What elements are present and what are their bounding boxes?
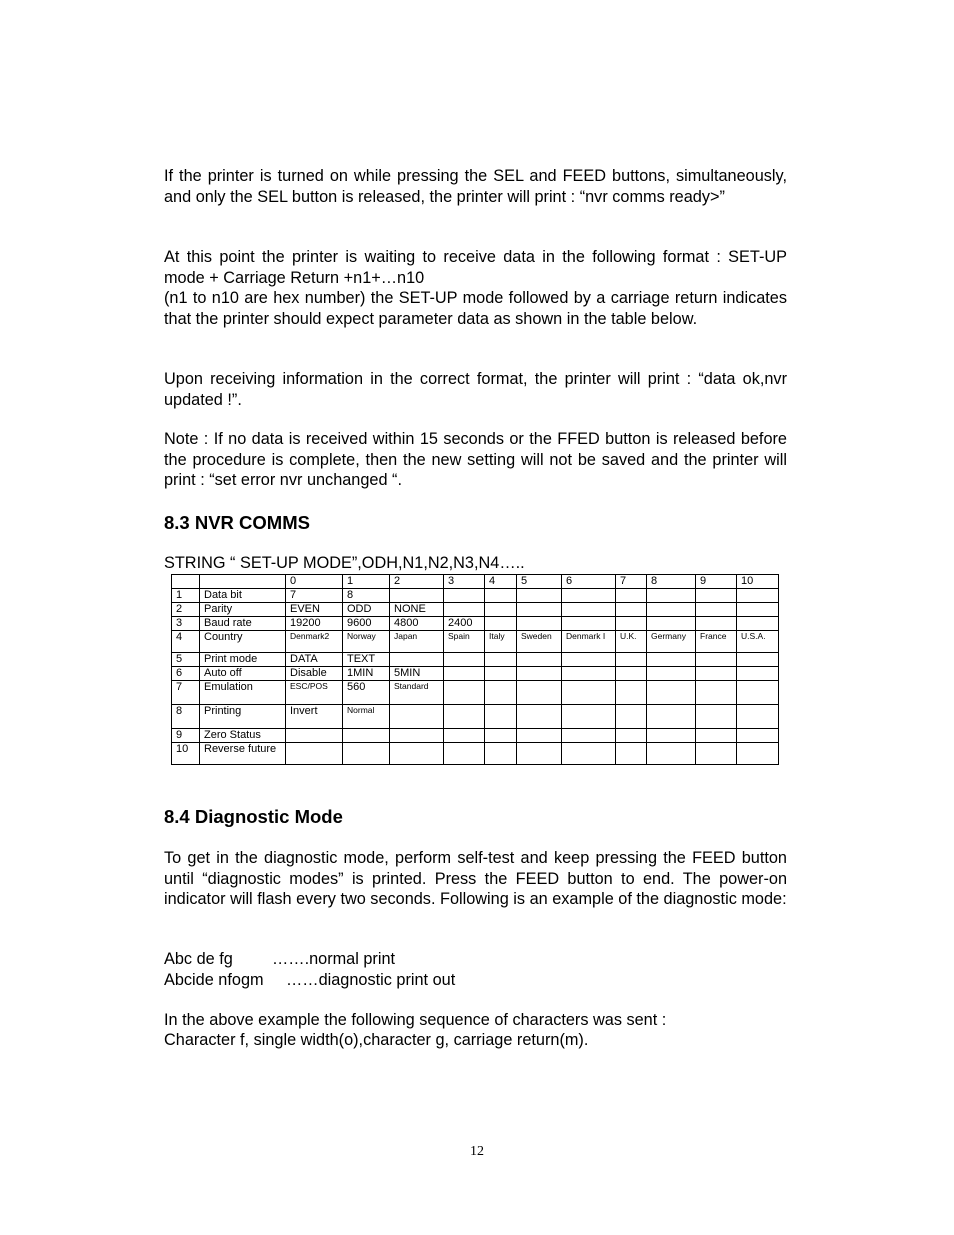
table-row xyxy=(172,667,779,681)
table-cell xyxy=(444,667,485,681)
table-cell: 5 xyxy=(172,653,200,667)
table-cell: Sweden xyxy=(517,631,562,653)
table-cell: France xyxy=(696,631,737,653)
table-cell xyxy=(616,729,647,743)
diagnostic-examples xyxy=(164,949,455,990)
table-cell xyxy=(696,729,737,743)
table-header-cell: 1 xyxy=(343,575,390,589)
table-row xyxy=(172,653,779,667)
table-cell: Baud rate xyxy=(200,617,286,631)
table-cell xyxy=(737,743,779,765)
table-cell: 560 xyxy=(343,681,390,705)
example-diagnostic-print xyxy=(164,970,455,991)
table-row xyxy=(172,589,779,603)
table-cell xyxy=(616,743,647,765)
table-cell xyxy=(616,589,647,603)
example-normal-print xyxy=(164,949,455,970)
table-cell: 7 xyxy=(286,589,343,603)
table-cell xyxy=(444,743,485,765)
table-cell xyxy=(517,617,562,631)
table-cell xyxy=(737,705,779,729)
table-cell: 1 xyxy=(172,589,200,603)
table-cell xyxy=(562,617,616,631)
table-cell: NONE xyxy=(390,603,444,617)
table-row xyxy=(172,617,779,631)
table-cell xyxy=(737,589,779,603)
table-row xyxy=(172,631,779,653)
table-cell xyxy=(343,729,390,743)
example-normal-label: …….normal print xyxy=(272,950,396,968)
table-cell xyxy=(647,729,696,743)
table-cell xyxy=(343,743,390,765)
table-cell xyxy=(562,667,616,681)
table-cell xyxy=(390,653,444,667)
table-cell: 2 xyxy=(172,603,200,617)
table-cell: Emulation xyxy=(200,681,286,705)
table-cell xyxy=(616,705,647,729)
table-cell xyxy=(444,653,485,667)
table-cell xyxy=(485,603,517,617)
table-cell: Denmark I xyxy=(562,631,616,653)
table-cell xyxy=(485,617,517,631)
table-cell xyxy=(616,653,647,667)
table-cell: Denmark2 xyxy=(286,631,343,653)
table-cell: 5MIN xyxy=(390,667,444,681)
table-cell: 3 xyxy=(172,617,200,631)
table-cell xyxy=(517,653,562,667)
table-header-cell: 4 xyxy=(485,575,517,589)
table-cell xyxy=(737,653,779,667)
table-cell: 2400 xyxy=(444,617,485,631)
table-cell xyxy=(444,705,485,729)
table-cell: DATA xyxy=(286,653,343,667)
example-diagnostic-text: Abcide nfogm xyxy=(164,970,264,989)
table-row xyxy=(172,705,779,729)
table-cell xyxy=(737,617,779,631)
table-cell: 8 xyxy=(172,705,200,729)
table-cell xyxy=(286,729,343,743)
table-header-cell xyxy=(172,575,200,589)
nvr-parameter-table xyxy=(171,574,779,765)
table-cell: Parity xyxy=(200,603,286,617)
note-paragraph: Note : If no data is received within 15 seconds or the FFED button is released before the procedure is complete, then the new setting will not be saved and the printer will print : “set error nvr unchanged “. xyxy=(164,430,787,489)
table-header-cell: 10 xyxy=(737,575,779,589)
table-cell xyxy=(737,681,779,705)
table-cell: Print mode xyxy=(200,653,286,667)
table-cell xyxy=(696,743,737,765)
table-cell: 4 xyxy=(172,631,200,653)
table-cell: TEXT xyxy=(343,653,390,667)
table-cell xyxy=(562,681,616,705)
table-cell: Data bit xyxy=(200,589,286,603)
intro-paragraph: If the printer is turned on while pressing the SEL and FEED buttons, simultaneously, and only the SEL button is released, the printer will print : “nvr comms ready>” xyxy=(164,167,787,206)
table-cell: Normal xyxy=(343,705,390,729)
example-diagnostic-label: ……diagnostic print out xyxy=(286,970,456,989)
sequence-line-1: In the above example the following sequence of characters was sent : xyxy=(164,1011,667,1029)
table-header-cell: 8 xyxy=(647,575,696,589)
table-cell xyxy=(737,729,779,743)
table-cell xyxy=(444,589,485,603)
table-cell: Disable xyxy=(286,667,343,681)
table-cell xyxy=(562,603,616,617)
table-cell: EVEN xyxy=(286,603,343,617)
table-cell xyxy=(696,653,737,667)
table-cell xyxy=(616,603,647,617)
table-cell xyxy=(696,589,737,603)
setup-string-line: STRING “ SET-UP MODE”,ODH,N1,N2,N3,N4….. xyxy=(164,554,525,572)
table-cell xyxy=(485,667,517,681)
table-cell xyxy=(647,681,696,705)
table-header-cell: 9 xyxy=(696,575,737,589)
table-header-cell: 7 xyxy=(616,575,647,589)
table-cell xyxy=(696,667,737,681)
hex-paragraph: (n1 to n10 are hex number) the SET-UP mode followed by a carriage return indicates that the printer should expect parameter data as shown in the table below. xyxy=(164,289,787,328)
table-cell xyxy=(517,603,562,617)
table-cell xyxy=(647,617,696,631)
table-header-cell: 5 xyxy=(517,575,562,589)
table-cell xyxy=(616,681,647,705)
table-cell xyxy=(517,589,562,603)
table-cell: Japan xyxy=(390,631,444,653)
table-cell: U.S.A. xyxy=(737,631,779,653)
table-cell xyxy=(444,603,485,617)
table-cell: 8 xyxy=(343,589,390,603)
table-cell: 19200 xyxy=(286,617,343,631)
table-cell xyxy=(562,743,616,765)
receive-paragraph: Upon receiving information in the correct format, the printer will print : “data ok,nvr updated !”. xyxy=(164,370,787,409)
table-cell xyxy=(647,589,696,603)
table-cell: 9600 xyxy=(343,617,390,631)
table-cell xyxy=(616,617,647,631)
table-cell: 6 xyxy=(172,667,200,681)
example-normal-text: Abc de fg xyxy=(164,950,233,968)
table-cell xyxy=(647,705,696,729)
table-cell: Zero Status xyxy=(200,729,286,743)
table-header-cell: 2 xyxy=(390,575,444,589)
section-heading-diagnostic-mode: 8.4 Diagnostic Mode xyxy=(164,806,343,827)
table-cell xyxy=(485,681,517,705)
table-cell xyxy=(647,743,696,765)
table-cell xyxy=(696,705,737,729)
table-cell xyxy=(485,705,517,729)
table-row xyxy=(172,603,779,617)
table-cell xyxy=(737,667,779,681)
table-cell xyxy=(696,603,737,617)
table-cell xyxy=(390,589,444,603)
table-cell xyxy=(390,743,444,765)
table-cell xyxy=(696,681,737,705)
table-cell xyxy=(485,589,517,603)
table-cell xyxy=(485,653,517,667)
table-cell: Auto off xyxy=(200,667,286,681)
table-cell xyxy=(444,681,485,705)
table-cell: Invert xyxy=(286,705,343,729)
format-paragraph: At this point the printer is waiting to receive data in the following format : SET-UP mode + Carriage Return +n1+…n10 xyxy=(164,248,787,287)
table-cell: 7 xyxy=(172,681,200,705)
table-cell: Spain xyxy=(444,631,485,653)
table-cell: ESC/POS xyxy=(286,681,343,705)
table-cell: Country xyxy=(200,631,286,653)
table-row xyxy=(172,743,779,765)
table-cell: Printing xyxy=(200,705,286,729)
table-cell: Italy xyxy=(485,631,517,653)
table-cell xyxy=(616,667,647,681)
table-cell xyxy=(562,589,616,603)
table-cell xyxy=(517,705,562,729)
table-cell: 1MIN xyxy=(343,667,390,681)
diagnostic-paragraph: To get in the diagnostic mode, perform self-test and keep pressing the FEED button until “diagnostic modes” is printed. Press the FEED button to end. The power-on indicator will flash every two seconds. Following is an example of the diagnostic mode: xyxy=(164,849,787,908)
section-heading-nvr-comms: 8.3 NVR COMMS xyxy=(164,512,310,533)
table-cell xyxy=(562,653,616,667)
sequence-line-2: Character f, single width(o),character g, carriage return(m). xyxy=(164,1031,589,1049)
table-cell xyxy=(647,667,696,681)
table-cell xyxy=(647,653,696,667)
table-cell xyxy=(286,743,343,765)
table-cell xyxy=(444,729,485,743)
table-header-cell xyxy=(200,575,286,589)
table-cell xyxy=(390,705,444,729)
table-cell: 4800 xyxy=(390,617,444,631)
table-cell xyxy=(517,667,562,681)
table-cell xyxy=(517,743,562,765)
table-header-cell: 6 xyxy=(562,575,616,589)
table-cell xyxy=(517,729,562,743)
table-cell: 10 xyxy=(172,743,200,765)
table-header-row xyxy=(172,575,779,589)
table-cell xyxy=(562,705,616,729)
table-cell: U.K. xyxy=(616,631,647,653)
table-cell: 9 xyxy=(172,729,200,743)
table-header-cell: 0 xyxy=(286,575,343,589)
table-cell xyxy=(562,729,616,743)
table-cell: Germany xyxy=(647,631,696,653)
table-cell xyxy=(485,743,517,765)
table-row xyxy=(172,681,779,705)
table-cell xyxy=(696,617,737,631)
table-header-cell: 3 xyxy=(444,575,485,589)
table-cell: ODD xyxy=(343,603,390,617)
page-number: 12 xyxy=(470,1144,484,1159)
table-cell xyxy=(647,603,696,617)
table-cell: Norway xyxy=(343,631,390,653)
table-cell: Standard xyxy=(390,681,444,705)
table-cell xyxy=(485,729,517,743)
table-cell: Reverse future xyxy=(200,743,286,765)
table-cell xyxy=(517,681,562,705)
table-row xyxy=(172,729,779,743)
table-cell xyxy=(737,603,779,617)
table-cell xyxy=(390,729,444,743)
